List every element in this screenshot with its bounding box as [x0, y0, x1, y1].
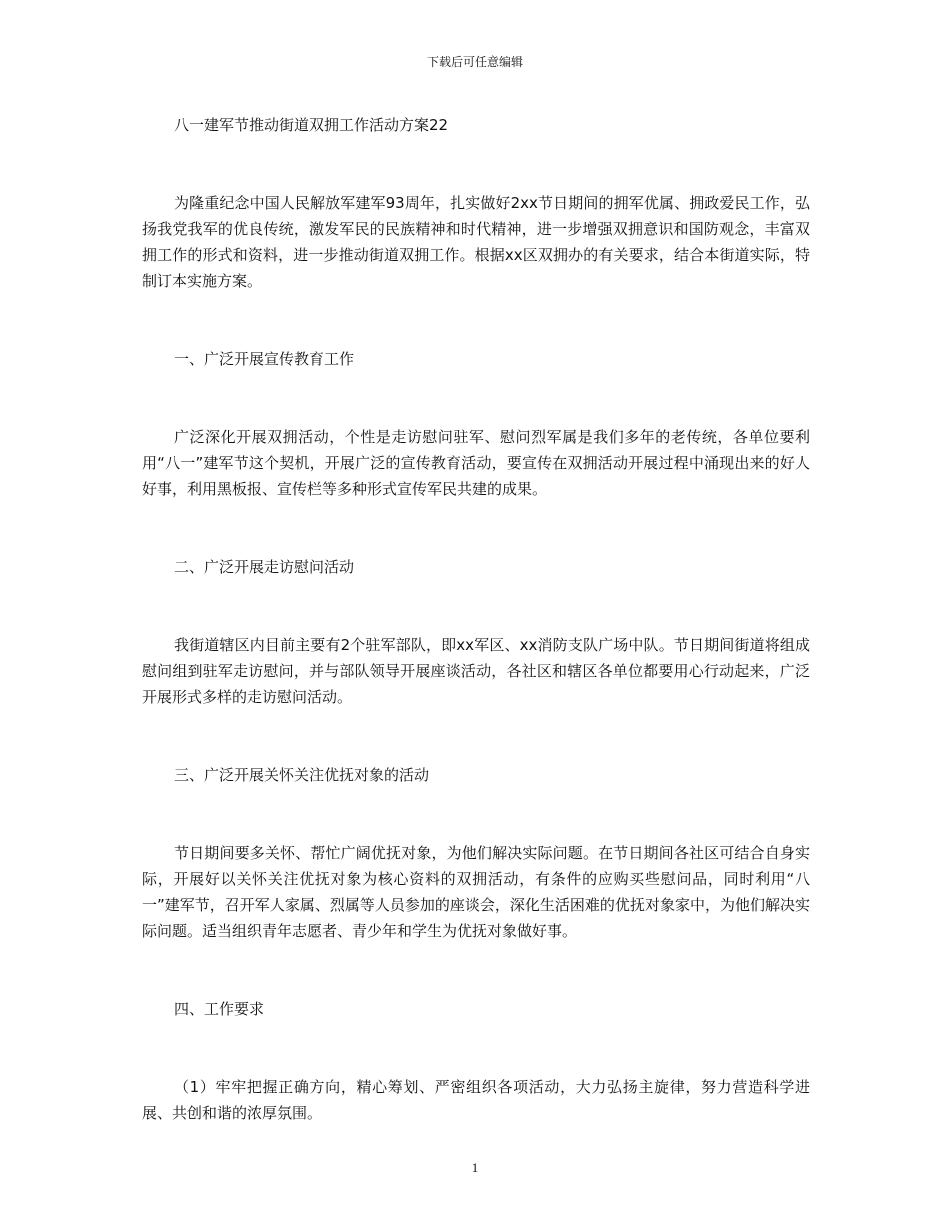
page-header-note: 下载后可任意编辑 [426, 55, 523, 69]
document-body [142, 112, 810, 1126]
section-heading: 一、广泛开展宣传教育工作 [174, 350, 355, 368]
section-paragraph: （1）牢牢把握正确方向，精心筹划、严密组织各项活动，大力弘扬主旋律，努力营造科学进展、共创和谐的浓厚氛围。 [142, 1078, 810, 1122]
section-paragraph: 广泛深化开展双拥活动，个性是走访慰问驻军、慰问烈军属是我们多年的老传统，各单位要利用“八一”建军节这个契机，开展广泛的宣传教育活动，要宣传在双拥活动开展过程中涌现出来的好人好事，利用黑板报、宣传栏等多种形式宣传军民共建的成果。 [142, 428, 810, 498]
section-paragraph: 我街道辖区内目前主要有2个驻军部队，即xx军区、xx消防支队广场中队。节日期间街道将组成慰问组到驻军走访慰问，并与部队领导开展座谈活动，各社区和辖区各单位都要用心行动起来，广泛开展形式多样的走访慰问活动。 [142, 636, 810, 706]
section-heading: 二、广泛开展走访慰问活动 [174, 558, 355, 576]
section-heading: 四、工作要求 [174, 1000, 265, 1018]
section-paragraph: 节日期间要多关怀、帮忙广阔优抚对象，为他们解决实际问题。在节日期间各社区可结合自身实际，开展好以关怀关注优抚对象为核心资料的双拥活动，有条件的应购买些慰问品，同时利用“八一”建军节，召开军人家属、烈属等人员参加的座谈会，深化生活困难的优抚对象家中，为他们解决实际问题。适当组织青年志愿者、青少年和学生为优抚对象做好事。 [142, 844, 810, 940]
intro-paragraph: 为隆重纪念中国人民解放军建军93周年，扎实做好2xx节日期间的拥军优属、拥政爱民工作，弘扬我党我军的优良传统，激发军民的民族精神和时代精神，进一步增强双拥意识和国防观念，丰富双拥工作的形式和资料，进一步推动街道双拥工作。根据xx区双拥办的有关要求，结合本街道实际，特制订本实施方案。 [142, 194, 810, 290]
page-number: 1 [471, 1160, 479, 1175]
section-heading: 三、广泛开展关怀关注优抚对象的活动 [174, 766, 430, 784]
document-title: 八一建军节推动街道双拥工作活动方案22 [174, 116, 449, 134]
